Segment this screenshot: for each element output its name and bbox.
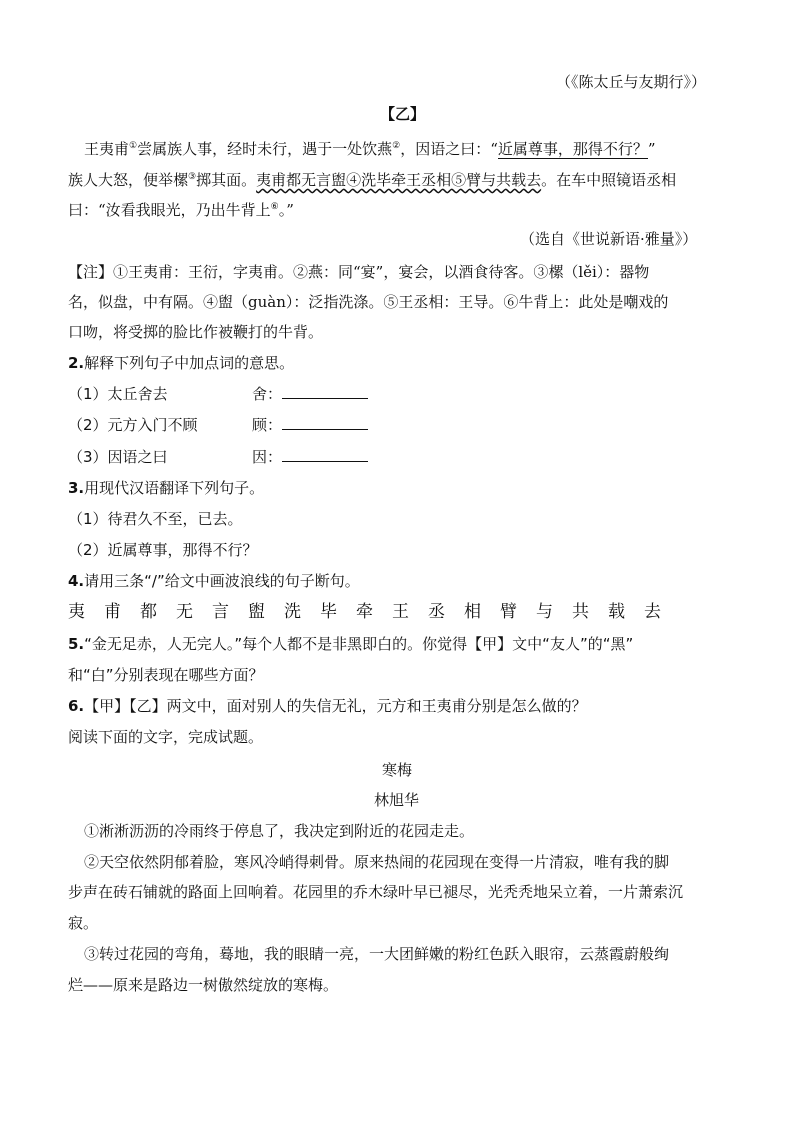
yi-text: 掷其面。 <box>196 171 257 189</box>
q2-word: 顾： <box>252 416 283 434</box>
essay-line: 烂——原来是路边一树傲然绽放的寒梅。 <box>68 976 339 994</box>
essay-line: ①淅淅沥沥的冷雨终于停息了，我决定到附近的花园走走。 <box>84 822 475 840</box>
q3-item: （2）近属尊事，那得不行？ <box>68 541 258 559</box>
question-number: 4. <box>68 572 85 590</box>
q2-sentence: （3）因语之曰 <box>68 448 168 466</box>
question-number: 6. <box>68 697 85 715</box>
answer-blank[interactable] <box>282 384 368 399</box>
jia-source: （《陈太丘与友期行》） <box>556 73 707 91</box>
yi-text-line-1 <box>84 136 656 159</box>
yi-text: 尝属族人事，经时未行，遇于一处饮燕 <box>137 140 393 158</box>
answer-blank[interactable] <box>282 447 368 462</box>
yi-text: ” <box>647 140 656 158</box>
note-mark: ① <box>129 141 138 151</box>
yi-text: 。在车中照镜语丞相 <box>541 171 677 189</box>
q4-chars-row <box>68 601 680 623</box>
q4-char: 相 <box>464 602 481 622</box>
q4-char: 牵 <box>356 602 373 622</box>
reading-intro: 阅读下面的文字，完成试题。 <box>68 728 264 746</box>
yi-text: 王夷甫 <box>84 140 130 158</box>
essay-line: 寂。 <box>68 914 99 932</box>
essay-title: 寒梅 <box>382 761 413 779</box>
question-text: 【甲】【乙】两文中，面对别人的失信无礼，元方和王夷甫分别是怎么做的？ <box>84 697 587 715</box>
yi-source: （选自《世说新语·雅量》） <box>520 230 698 248</box>
q2-sentence: （1）太丘舍去 <box>68 385 168 403</box>
question-text: “金无足赤，人无完人。”每个人都不是非黑即白的。你觉得【甲】文中“友人”的“黑” <box>84 635 634 653</box>
yi-title: 【乙】 <box>380 105 426 123</box>
q3-item: （1）待君久不至，已去。 <box>68 510 243 528</box>
q4-char: 都 <box>140 602 157 622</box>
essay-line: ②天空依然阴郁着脸，寒风冷峭得刺骨。原来热闹的花园现在变得一片清寂，唯有我的脚 <box>84 853 670 871</box>
q2-word: 因： <box>252 448 283 466</box>
q2-sentence: （2）元方入门不顾 <box>68 416 198 434</box>
note-mark: ③ <box>188 172 197 182</box>
answer-blank[interactable] <box>282 415 368 430</box>
q2-item <box>68 384 368 404</box>
underlined-sentence: 近属尊事，那得不行？ <box>497 140 648 158</box>
wavy-underlined-sentence: 夷甫都无言盥④洗毕牵王丞相⑤臂与共载去 <box>256 171 542 189</box>
question-2 <box>68 353 294 373</box>
q4-char: 丞 <box>428 602 445 622</box>
q4-char: 盥 <box>248 602 265 622</box>
note-line: 名，似盘，中有隔。④盥（guàn）：泛指洗涤。⑤王丞相：王导。⑥牛背上：此处是嘲戏的 <box>68 293 669 311</box>
yi-text: ，因语之曰：“ <box>400 140 498 158</box>
question-text: 请用三条“/”给文中画波浪线的句子断句。 <box>84 572 360 590</box>
q4-char: 甫 <box>104 602 121 622</box>
q4-char: 去 <box>644 602 661 622</box>
q4-char: 夷 <box>68 602 85 622</box>
note-line: 【注】①王夷甫：王衍，字夷甫。②燕：同“宴”，宴会，以酒食待客。③樏（lěi）：器物 <box>68 263 650 281</box>
yi-text-line-3 <box>68 197 294 220</box>
question-text: 用现代汉语翻译下列句子。 <box>84 479 265 497</box>
q2-item <box>68 447 368 467</box>
q2-item <box>68 415 368 435</box>
q2-word: 舍： <box>252 385 283 403</box>
question-5-line-2: 和“白”分别表现在哪些方面？ <box>68 666 264 684</box>
question-4 <box>68 571 360 591</box>
note-mark: ⑥ <box>270 202 279 212</box>
question-3 <box>68 478 264 498</box>
q4-char: 言 <box>212 602 229 622</box>
q4-char: 共 <box>572 602 589 622</box>
note-mark: ② <box>392 141 401 151</box>
q4-char: 臂 <box>500 602 517 622</box>
note-line: 口吻，将受掷的脸比作被鞭打的牛背。 <box>68 323 324 341</box>
q4-char: 与 <box>536 602 553 622</box>
q4-char: 洗 <box>284 602 301 622</box>
q4-char: 载 <box>608 602 625 622</box>
question-number: 3. <box>68 479 85 497</box>
q4-char: 毕 <box>320 602 337 622</box>
yi-text: 。” <box>278 201 294 219</box>
question-5 <box>68 634 633 654</box>
question-number: 5. <box>68 635 85 653</box>
q4-char: 无 <box>176 602 193 622</box>
yi-text: 曰：“汝看我眼光，乃出牛背上 <box>68 201 271 219</box>
question-number: 2. <box>68 354 85 372</box>
q4-char: 王 <box>392 602 409 622</box>
question-6 <box>68 696 587 716</box>
essay-author: 林旭华 <box>374 791 420 809</box>
yi-text: 族人大怒，便举樏 <box>68 171 189 189</box>
essay-line: 步声在砖石铺就的路面上回响着。花园里的乔木绿叶早已褪尽，光秃秃地呆立着，一片萧索沉 <box>68 883 684 901</box>
question-text: 解释下列句子中加点词的意思。 <box>84 354 295 372</box>
yi-text-line-2 <box>68 167 676 190</box>
essay-line: ③转过花园的弯角，蓦地，我的眼睛一亮，一大团鲜嫩的粉红色跃入眼帘，云蒸霞蔚般绚 <box>84 945 670 963</box>
